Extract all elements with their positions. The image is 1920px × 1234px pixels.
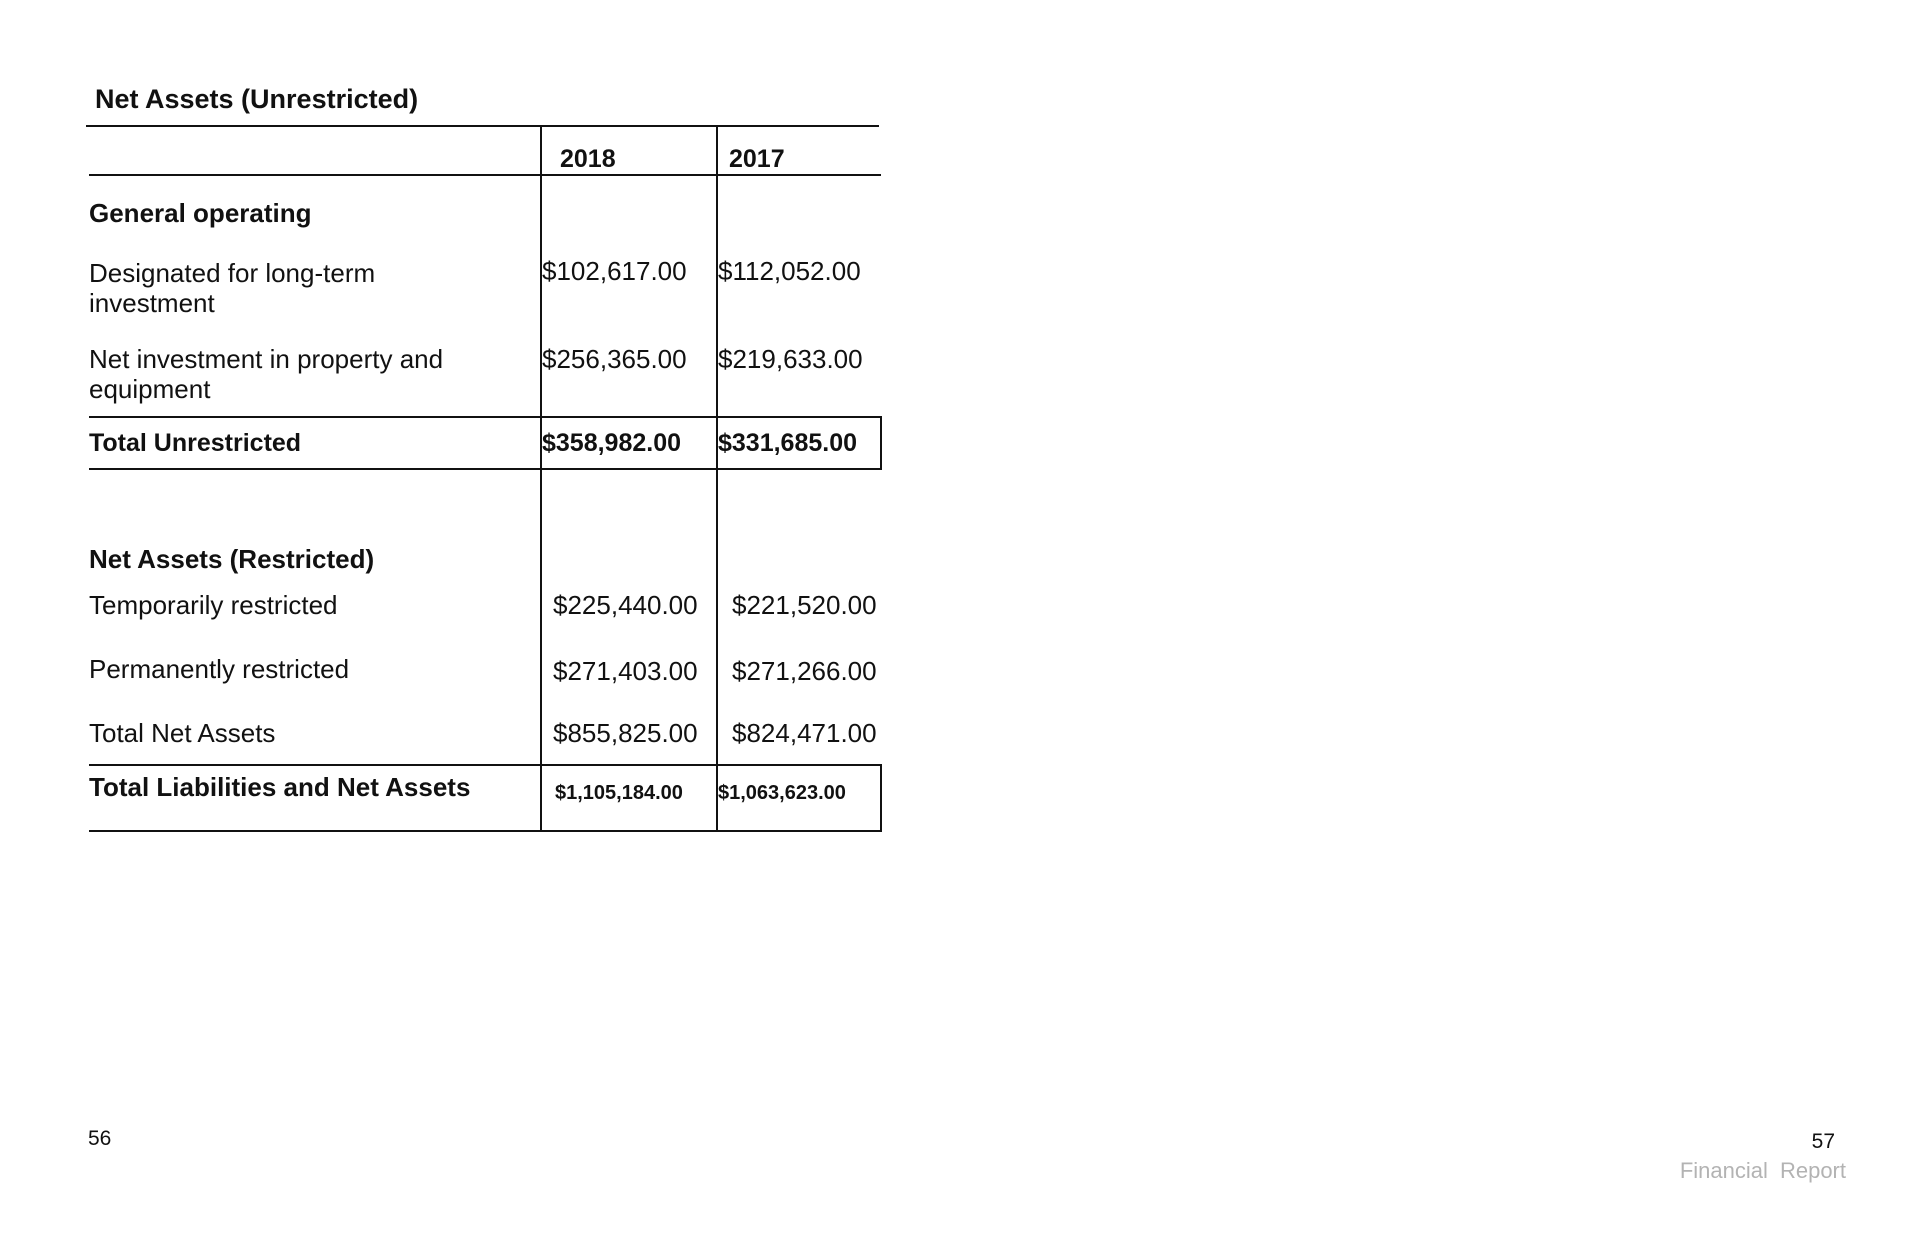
page-number-left: 56 bbox=[88, 1127, 112, 1150]
row-label-line: Net investment in property and bbox=[89, 344, 444, 374]
column-header-2018: 2018 bbox=[541, 126, 717, 175]
amount-2018: $271,403.00 bbox=[541, 646, 717, 710]
row-label: Permanently restricted bbox=[89, 654, 350, 684]
grand-total-2018: $1,105,184.00 bbox=[541, 765, 717, 831]
row-label-line: equipment bbox=[89, 374, 211, 404]
empty-cell bbox=[541, 175, 717, 256]
table-row bbox=[89, 710, 881, 765]
row-label bbox=[89, 256, 541, 344]
amount-2018: $256,365.00 bbox=[541, 344, 717, 417]
grand-total-label: Total Liabilities and Net Assets bbox=[89, 765, 541, 831]
row-label bbox=[89, 344, 541, 417]
page-title: Net Assets (Unrestricted) bbox=[95, 84, 419, 114]
total-unrestricted-row bbox=[89, 417, 881, 469]
page-number-right: 57 bbox=[1811, 1130, 1835, 1153]
net-assets-table bbox=[89, 126, 882, 832]
amount-2018: $225,440.00 bbox=[541, 578, 717, 646]
amount-2017: $824,471.00 bbox=[717, 710, 881, 765]
header-empty-cell bbox=[89, 126, 541, 175]
footer-section-label: Financial Report bbox=[1679, 1158, 1846, 1183]
table-row bbox=[89, 469, 881, 578]
total-unrestricted-2017: $331,685.00 bbox=[717, 417, 881, 469]
column-header-2017: 2017 bbox=[717, 126, 881, 175]
row-label: Temporarily restricted bbox=[89, 590, 338, 620]
amount-2017: $112,052.00 bbox=[717, 256, 881, 344]
grand-total-2017: $1,063,623.00 bbox=[717, 765, 881, 831]
empty-cell bbox=[541, 469, 717, 578]
row-label-line: Designated for long-term bbox=[89, 258, 376, 288]
row-label: Total Net Assets bbox=[89, 718, 276, 748]
amount-2017: $271,266.00 bbox=[717, 646, 881, 710]
total-unrestricted-2018: $358,982.00 bbox=[541, 417, 717, 469]
row-label-line: investment bbox=[89, 288, 215, 318]
table-row bbox=[89, 578, 881, 646]
empty-cell bbox=[717, 175, 881, 256]
amount-2018: $855,825.00 bbox=[541, 710, 717, 765]
empty-cell bbox=[717, 469, 881, 578]
table-row bbox=[89, 344, 881, 417]
section-label-restricted: Net Assets (Restricted) bbox=[89, 544, 375, 574]
section-label-general-operating: General operating bbox=[89, 198, 312, 228]
table-row bbox=[89, 256, 881, 344]
amount-2017: $219,633.00 bbox=[717, 344, 881, 417]
table-row bbox=[89, 646, 881, 710]
table-header-row bbox=[89, 126, 881, 175]
amount-2017: $221,520.00 bbox=[717, 578, 881, 646]
grand-total-row bbox=[89, 765, 881, 831]
table-row bbox=[89, 175, 881, 256]
total-unrestricted-label: Total Unrestricted bbox=[89, 417, 541, 469]
amount-2018: $102,617.00 bbox=[541, 256, 717, 344]
